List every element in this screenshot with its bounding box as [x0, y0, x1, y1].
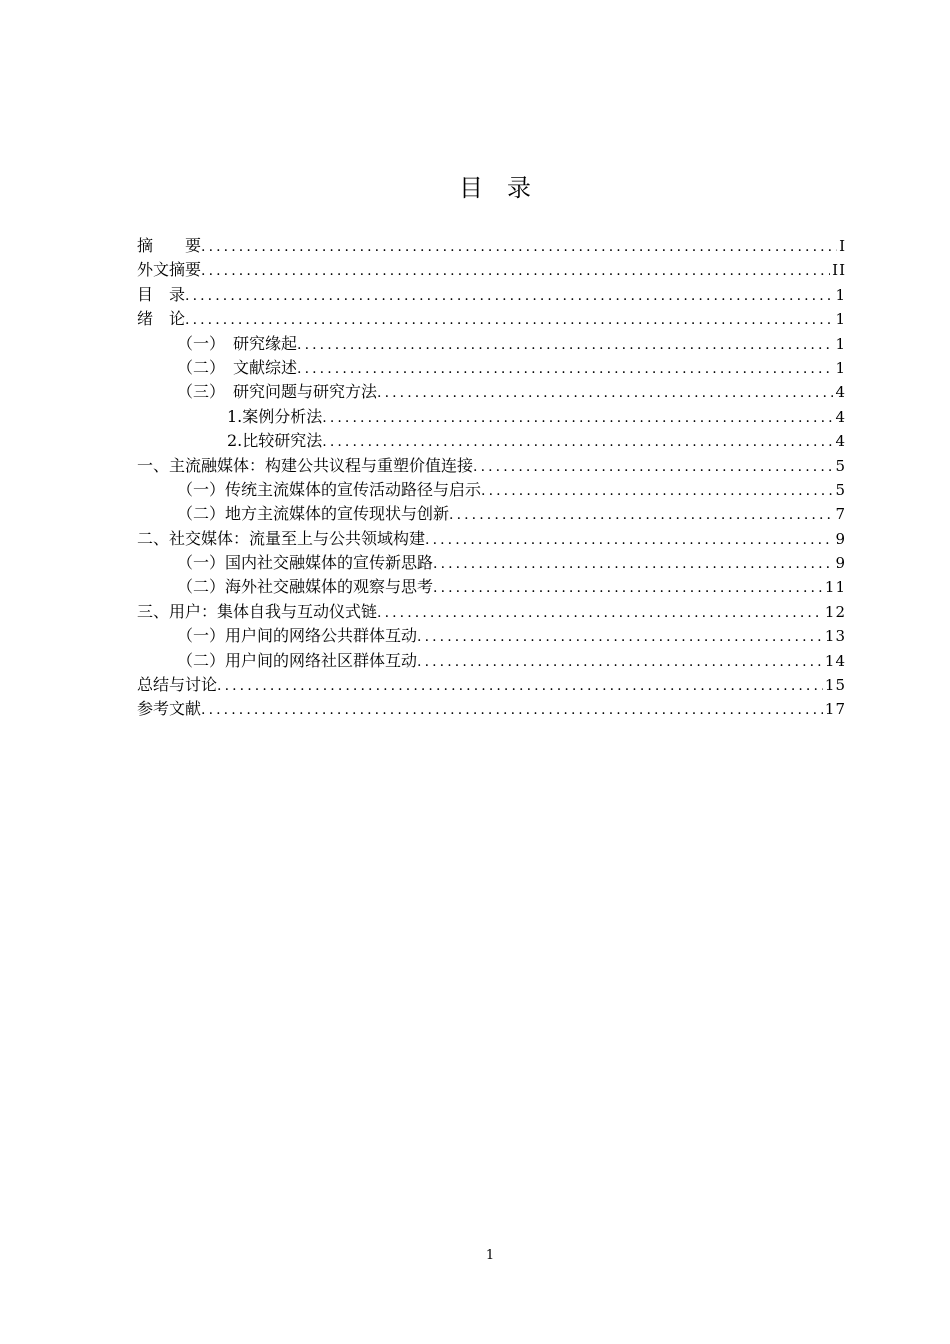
toc-entry-label: 绪 论	[137, 309, 186, 329]
toc-dot-leader	[433, 552, 833, 576]
toc-entry-conclusion[interactable]	[137, 673, 846, 697]
toc-dot-leader	[377, 601, 823, 625]
toc-entry-page: 15	[824, 676, 846, 695]
toc-entry-label: （二）用户间的网络社区群体互动	[177, 650, 418, 670]
toc-entry-page: 7	[835, 505, 846, 524]
toc-entry-contents[interactable]	[137, 283, 846, 307]
page-title: 目 录	[459, 174, 531, 202]
toc-entry-page: 5	[835, 480, 846, 499]
toc-entry-page: 5	[835, 456, 846, 475]
toc-dot-leader	[417, 625, 823, 649]
toc-entry-research-origin[interactable]	[137, 332, 846, 356]
toc-entry-page: I	[839, 237, 846, 255]
toc-dot-leader	[201, 698, 823, 722]
toc-entry-page: 12	[824, 602, 846, 621]
toc-entry-chapter-3[interactable]	[137, 600, 846, 624]
toc-entry-chapter-3-2[interactable]	[137, 649, 846, 673]
toc-dot-leader	[449, 503, 833, 527]
toc-entry-chapter-1-2[interactable]	[137, 502, 846, 526]
toc-entry-label: 一、主流融媒体：构建公共议程与重塑价值连接	[137, 455, 474, 475]
toc-entry-references[interactable]	[137, 697, 846, 721]
toc-entry-research-methods[interactable]	[137, 380, 846, 404]
table-of-contents	[137, 234, 846, 722]
toc-entry-label: （一）传统主流媒体的宣传活动路径与启示	[177, 479, 482, 499]
toc-entry-label: （三） 研究问题与研究方法	[177, 382, 378, 402]
toc-entry-abstract[interactable]	[137, 234, 846, 258]
toc-dot-leader	[425, 528, 833, 552]
toc-entry-label: 目 录	[137, 284, 186, 304]
toc-dot-leader	[377, 381, 833, 405]
toc-dot-leader	[322, 430, 833, 454]
toc-entry-page: 14	[824, 651, 846, 670]
toc-dot-leader	[481, 479, 833, 503]
toc-entry-label: （二）海外社交融媒体的观察与思考	[177, 577, 434, 597]
toc-entry-page: 9	[835, 529, 846, 548]
toc-entry-comparative-research[interactable]	[137, 429, 846, 453]
toc-entry-label: 参考文献	[137, 699, 202, 719]
toc-entry-chapter-1-1[interactable]	[137, 478, 846, 502]
toc-dot-leader	[185, 308, 833, 332]
toc-entry-chapter-2-1[interactable]	[137, 551, 846, 575]
toc-entry-label: 2.比较研究法	[227, 431, 323, 451]
toc-entry-label: 摘 要	[137, 236, 202, 255]
toc-entry-page: 17	[824, 700, 846, 719]
toc-entry-page: 11	[824, 578, 846, 597]
toc-entry-label: （二）地方主流媒体的宣传现状与创新	[177, 504, 450, 524]
toc-entry-chapter-2-2[interactable]	[137, 575, 846, 599]
toc-entry-label: （一） 研究缘起	[177, 333, 298, 353]
toc-entry-foreign-abstract[interactable]	[137, 258, 846, 282]
toc-dot-leader	[201, 259, 830, 283]
toc-entry-page: 1	[835, 334, 846, 353]
page-number: 1	[485, 1248, 495, 1263]
toc-entry-page: 1	[835, 310, 846, 329]
toc-entry-label: 三、用户：集体自我与互动仪式链	[137, 601, 378, 621]
toc-entry-page: 4	[835, 432, 846, 451]
toc-dot-leader	[217, 674, 823, 698]
toc-dot-leader	[433, 576, 823, 600]
toc-entry-page: 1	[835, 285, 846, 304]
toc-dot-leader	[185, 284, 833, 308]
toc-entry-label: 二、社交媒体：流量至上与公共领域构建	[137, 528, 426, 548]
toc-entry-page: 13	[824, 627, 846, 646]
toc-dot-leader	[417, 650, 823, 674]
toc-entry-page: 4	[835, 383, 846, 402]
toc-entry-page: 9	[835, 554, 846, 573]
toc-dot-leader	[473, 455, 833, 479]
toc-entry-page: 1	[835, 358, 846, 377]
toc-entry-chapter-1[interactable]	[137, 454, 846, 478]
toc-entry-label: 总结与讨论	[137, 675, 218, 695]
toc-dot-leader	[297, 333, 833, 357]
toc-entry-chapter-2[interactable]	[137, 527, 846, 551]
toc-entry-label: （二） 文献综述	[177, 357, 298, 377]
toc-entry-page: II	[832, 261, 846, 280]
toc-entry-introduction[interactable]	[137, 307, 846, 331]
toc-dot-leader	[322, 406, 833, 430]
toc-entry-literature-review[interactable]	[137, 356, 846, 380]
toc-entry-case-analysis[interactable]	[137, 405, 846, 429]
toc-entry-chapter-3-1[interactable]	[137, 624, 846, 648]
toc-entry-page: 4	[835, 407, 846, 426]
toc-dot-leader	[297, 357, 833, 381]
toc-entry-label: 外文摘要	[137, 260, 202, 280]
toc-entry-label: （一）国内社交融媒体的宣传新思路	[177, 553, 434, 573]
toc-entry-label: （一）用户间的网络公共群体互动	[177, 626, 418, 646]
toc-entry-label: 1.案例分析法	[227, 406, 323, 426]
toc-dot-leader	[201, 235, 837, 259]
